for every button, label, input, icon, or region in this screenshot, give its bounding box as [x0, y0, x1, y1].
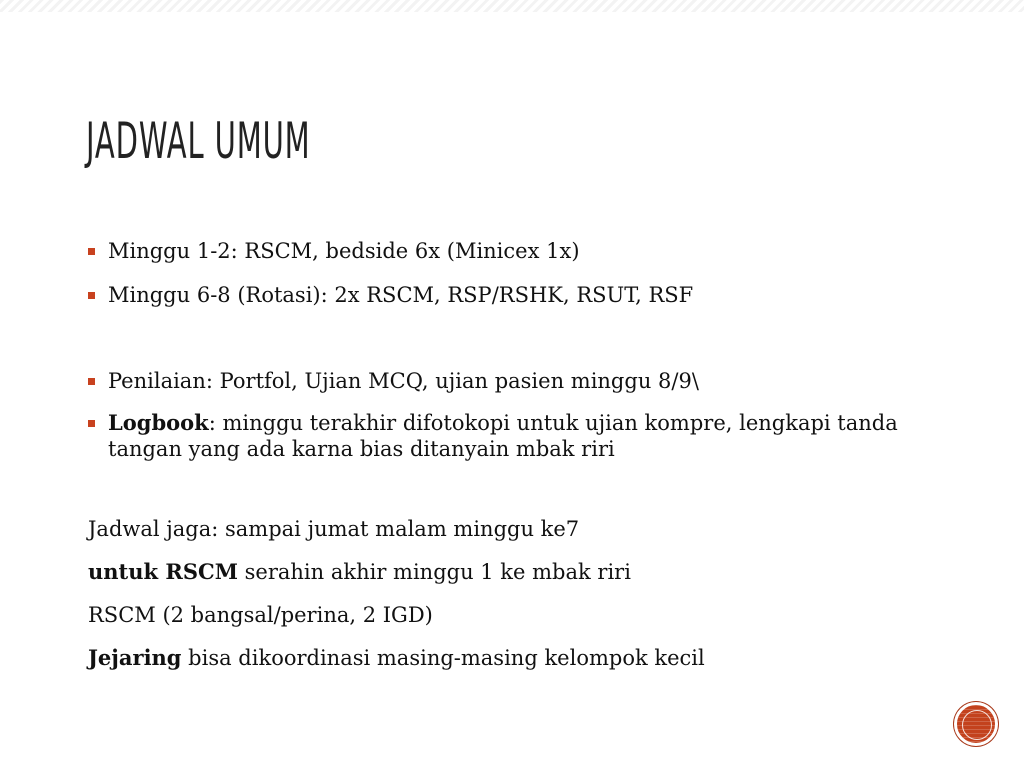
paragraph-text: serahin akhir minggu 1 ke mbak riri	[237, 560, 631, 584]
nav-button-ring	[962, 710, 992, 740]
square-bullet-icon	[88, 378, 95, 385]
bullet-text: Penilaian: Portfol, Ujian MCQ, ujian pasien minggu 8/9\	[108, 369, 699, 393]
paragraph-text: Jadwal jaga: sampai jumat malam minggu ke7	[88, 517, 580, 541]
circle-nav-icon[interactable]	[954, 702, 998, 746]
square-bullet-icon	[88, 292, 95, 299]
square-bullet-icon	[88, 420, 95, 427]
paragraph	[88, 645, 938, 671]
bullet-list	[88, 238, 938, 462]
paragraph	[88, 559, 938, 585]
bullet-item	[88, 368, 938, 394]
paragraph-bold-label: Jejaring	[88, 645, 182, 670]
decorative-top-pattern	[0, 0, 1024, 12]
paragraph	[88, 602, 938, 628]
bullet-text: Minggu 1-2: RSCM, bedside 6x (Minicex 1x)	[108, 239, 580, 263]
bullet-text: : minggu terakhir difotokopi untuk ujian kompre, lengkapi tanda tangan yang ada karna bias ditanyain mbak riri	[108, 411, 898, 461]
paragraph	[88, 516, 938, 542]
bullet-item	[88, 238, 938, 264]
paragraph-text: RSCM (2 bangsal/perina, 2 IGD)	[88, 603, 433, 627]
slide-title: JADWAL UMUM	[86, 112, 311, 170]
bullet-item	[88, 282, 938, 308]
slide-content	[88, 238, 938, 671]
paragraph-text: bisa dikoordinasi masing-masing kelompok kecil	[181, 646, 705, 670]
bullet-item	[88, 410, 938, 462]
square-bullet-icon	[88, 248, 95, 255]
bullet-bold-label: Logbook	[108, 410, 209, 435]
bullet-text: Minggu 6-8 (Rotasi): 2x RSCM, RSP/RSHK, RSUT, RSF	[108, 283, 694, 307]
paragraph-bold-label: untuk RSCM	[88, 559, 238, 584]
